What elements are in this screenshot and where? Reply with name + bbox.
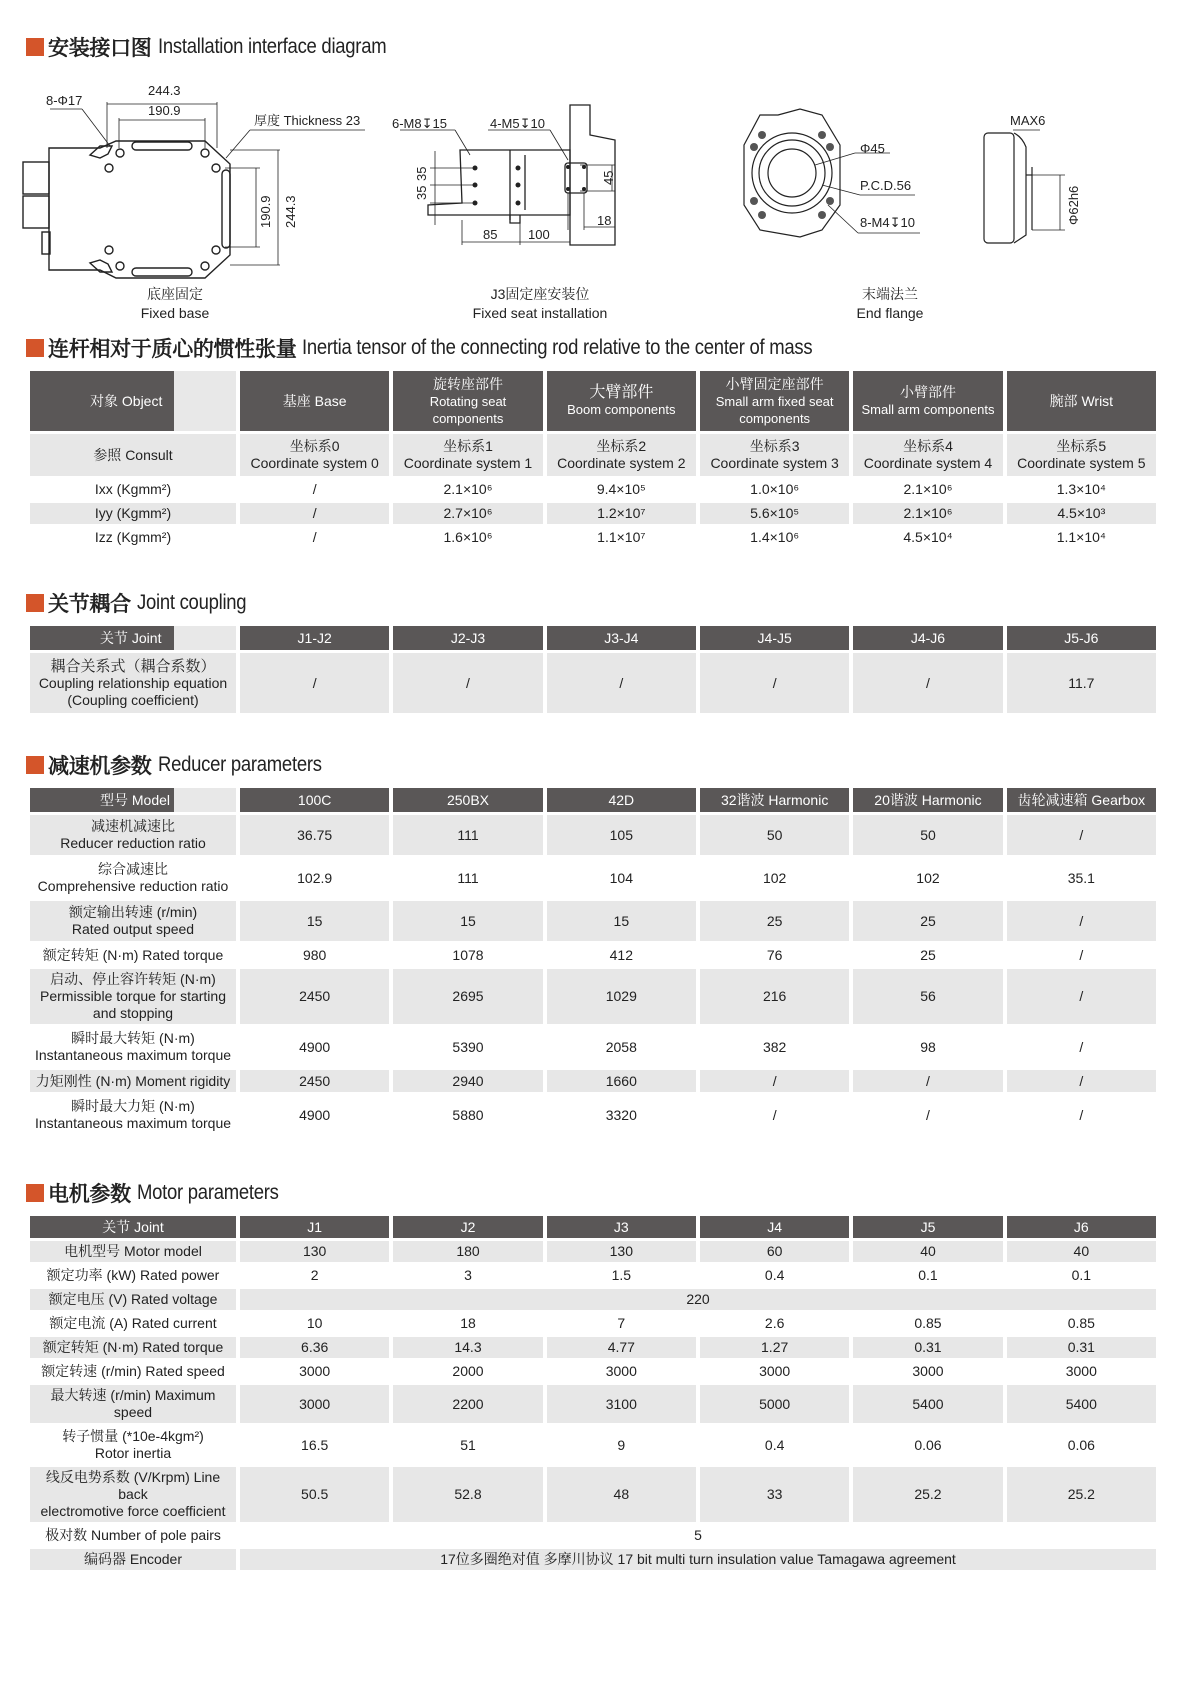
- table-row: [30, 944, 1156, 966]
- row-label: 转子惯量 (*10e-4kgm²) Rotor inertia: [62, 1428, 204, 1461]
- row-label: Izz (Kgmm²): [94, 529, 172, 545]
- object-header: 对象 Object: [30, 371, 236, 431]
- row-value: 50.5: [240, 1467, 389, 1522]
- row-value: 15: [547, 901, 696, 941]
- row-value: 5400: [1007, 1385, 1156, 1423]
- row-value: 2.1×10⁶: [903, 481, 953, 497]
- dim-45: 45: [601, 170, 616, 185]
- row-value: 40: [1007, 1241, 1156, 1262]
- row-value: 0.31: [1007, 1337, 1156, 1358]
- motor-table: [26, 1213, 1160, 1573]
- row-value-span: 5: [694, 1527, 702, 1543]
- row-value-span: 220: [240, 1289, 1156, 1310]
- dim-35-top: 35: [414, 166, 429, 181]
- row-value: 7: [617, 1315, 626, 1331]
- row-value: 48: [547, 1467, 696, 1522]
- joint-header: 关节 Joint: [30, 626, 236, 650]
- table-row: [30, 901, 1156, 941]
- row-value: 1.0×10⁶: [750, 481, 800, 497]
- col-header: J4-J5: [700, 626, 849, 650]
- row-value: 102: [916, 869, 940, 886]
- row-label: 力矩刚性 (N·m) Moment rigidity: [30, 1070, 236, 1092]
- row-label: 最大转速 (r/min) Maximum speed: [30, 1385, 236, 1423]
- row-value: 130: [547, 1241, 696, 1262]
- row-value-span: 17位多圈绝对值 多摩川协议 17 bit multi turn insulation value Tamagawa agreement: [240, 1549, 1156, 1570]
- col-header-small-arm-seat: 小臂固定座部件 Small arm fixed seat components: [700, 371, 849, 431]
- row-value: 50: [853, 815, 1002, 855]
- row-label: 额定转矩 (N·m) Rated torque: [42, 946, 224, 963]
- row-value: 10: [306, 1315, 323, 1331]
- row-value: 111: [457, 869, 479, 886]
- row-value: 15: [240, 901, 389, 941]
- row-value: 3000: [605, 1363, 637, 1379]
- row-value: 9.4×10⁵: [596, 481, 646, 497]
- row-value: 1.6×10⁶: [443, 529, 493, 545]
- table-row: [30, 1337, 1156, 1358]
- coord-cell: 坐标系2 Coordinate system 2: [547, 434, 696, 476]
- row-value: 180: [393, 1241, 542, 1262]
- col-header: J6: [1007, 1216, 1156, 1238]
- table-row: [30, 858, 1156, 898]
- row-label: 启动、停止容许转矩 (N·m) Permissible torque for starting and stopping: [30, 969, 236, 1024]
- row-value: /: [772, 1106, 777, 1123]
- row-value: 5000: [700, 1385, 849, 1423]
- row-label: 瞬时最大力矩 (N·m) Instantaneous maximum torque: [34, 1098, 232, 1131]
- coupling-value: /: [700, 653, 849, 713]
- row-value: 33: [700, 1467, 849, 1522]
- row-label: 额定电压 (V) Rated voltage: [30, 1289, 236, 1310]
- table-row: [30, 1095, 1156, 1135]
- reducer-table: [26, 785, 1160, 1138]
- row-value: 130: [240, 1241, 389, 1262]
- col-header: 齿轮减速箱 Gearbox: [1007, 788, 1156, 812]
- col-header: J2-J3: [393, 626, 542, 650]
- row-value: 50: [700, 815, 849, 855]
- motor-header-row: [30, 1216, 1156, 1238]
- row-value: 0.4: [764, 1267, 785, 1283]
- label-m5: 4-M5↧10: [490, 116, 545, 131]
- j3-seat-caption: J3固定座安装位 Fixed seat installation: [472, 286, 608, 321]
- row-value: 25: [853, 901, 1002, 941]
- row-value: 15: [393, 901, 542, 941]
- row-value: 102.9: [297, 869, 333, 886]
- col-header: J1: [240, 1216, 389, 1238]
- row-label: 编码器 Encoder: [30, 1549, 236, 1570]
- col-header-small-arm: 小臂部件 Small arm components: [853, 371, 1002, 431]
- row-label: 线反电势系数 (V/Krpm) Line back electromotive force coefficient: [30, 1467, 236, 1522]
- row-value: /: [1079, 1038, 1084, 1055]
- row-value: 0.1: [918, 1267, 938, 1283]
- row-label: 减速机减速比 Reducer reduction ratio: [30, 815, 236, 855]
- row-value: 3100: [547, 1385, 696, 1423]
- row-value: 102: [762, 869, 787, 886]
- dim-85: 85: [483, 227, 498, 242]
- col-header: J5-J6: [1007, 626, 1156, 650]
- dim-height-inner: 190.9: [258, 195, 273, 228]
- fixed-base-diagram: [20, 80, 380, 280]
- col-header-base: 基座 Base: [240, 371, 389, 431]
- end-flange-caption: 末端法兰 End flange: [856, 286, 924, 321]
- row-value: 1.1×10⁴: [1056, 529, 1106, 545]
- row-value: 105: [547, 815, 696, 855]
- coord-cell: 坐标系3 Coordinate system 3: [700, 434, 849, 476]
- col-header: J4-J6: [853, 626, 1002, 650]
- fixed-base-caption: 底座固定 Fixed base: [140, 286, 210, 321]
- model-header: 型号 Model: [30, 788, 236, 812]
- row-label: Iyy (Kgmm²): [30, 503, 236, 524]
- row-value: 2.7×10⁶: [393, 503, 542, 524]
- col-header-rotating-seat: 旋转座部件 Rotating seat components: [393, 371, 542, 431]
- row-value: 0.31: [853, 1337, 1002, 1358]
- col-header: 250BX: [393, 788, 542, 812]
- row-value: 2.1×10⁶: [443, 481, 493, 497]
- dim-thickness: 厚度 Thickness 23: [254, 113, 361, 128]
- row-value: 2200: [393, 1385, 542, 1423]
- row-value: 216: [700, 969, 849, 1024]
- row-value: /: [1007, 901, 1156, 941]
- row-value: 9: [617, 1436, 626, 1453]
- row-value: 412: [609, 946, 633, 963]
- row-value: 2940: [393, 1070, 542, 1092]
- row-label: 额定输出转速 (r/min) Rated output speed: [30, 901, 236, 941]
- row-label: 额定转矩 (N·m) Rated torque: [30, 1337, 236, 1358]
- row-value: /: [700, 1070, 849, 1092]
- row-value: 980: [302, 946, 327, 963]
- section-title-coupling: 关节耦合 Joint coupling: [26, 588, 261, 618]
- row-value: 0.85: [914, 1315, 942, 1331]
- row-value: 4900: [299, 1038, 331, 1055]
- table-row: [30, 479, 1156, 500]
- table-row: [30, 1361, 1156, 1382]
- row-value: 0.06: [914, 1436, 942, 1453]
- table-row: [30, 1426, 1156, 1464]
- label-m8: 6-M8↧15: [392, 116, 447, 131]
- label-max6: MAX6: [1010, 113, 1046, 128]
- table-row: [30, 1289, 1156, 1310]
- row-value: 52.8: [393, 1467, 542, 1522]
- row-value: /: [926, 1106, 930, 1123]
- table-row: [30, 1525, 1156, 1546]
- row-value: 2000: [452, 1363, 484, 1379]
- row-value: 5.6×10⁵: [700, 503, 849, 524]
- joint-header: 关节 Joint: [30, 1216, 236, 1238]
- col-header: 20谐波 Harmonic: [853, 788, 1002, 812]
- row-value: 40: [853, 1241, 1002, 1262]
- row-value: 76: [766, 946, 783, 963]
- row-value: 4.77: [547, 1337, 696, 1358]
- row-label: 额定转速 (r/min) Rated speed: [41, 1363, 225, 1379]
- col-header: J1-J2: [240, 626, 389, 650]
- coupling-label: 耦合关系式（耦合系数） Coupling relationship equation (Coupling coefficient): [30, 653, 236, 713]
- dim-35-bottom: 35: [414, 185, 429, 200]
- row-value: 4.5×10⁴: [903, 529, 953, 545]
- row-value: 0.06: [1067, 1436, 1095, 1453]
- row-value: 1660: [547, 1070, 696, 1092]
- inertia-header-row: [30, 371, 1156, 431]
- section-marker-icon: [26, 1184, 44, 1202]
- coord-cell: 坐标系0 Coordinate system 0: [240, 434, 389, 476]
- row-value: 3: [464, 1267, 472, 1283]
- row-value: /: [312, 481, 317, 497]
- row-label: 极对数 Number of pole pairs: [45, 1527, 221, 1543]
- row-value: /: [312, 529, 317, 545]
- dim-18: 18: [597, 213, 612, 228]
- label-phi45: Φ45: [860, 141, 885, 156]
- row-value: /: [1007, 1070, 1156, 1092]
- row-value: 25.2: [853, 1467, 1002, 1522]
- row-label: 额定功率 (kW) Rated power: [46, 1267, 220, 1283]
- row-value: 3000: [759, 1363, 791, 1379]
- row-value: 18: [460, 1315, 476, 1331]
- label-phi62: Φ62h6: [1066, 185, 1081, 225]
- row-value: 14.3: [393, 1337, 542, 1358]
- row-value: 1078: [452, 946, 484, 963]
- row-value: /: [1007, 815, 1156, 855]
- row-value: 3000: [240, 1385, 389, 1423]
- table-row: [30, 1549, 1156, 1570]
- dim-100: 100: [528, 227, 550, 242]
- row-value: 2.1×10⁶: [853, 503, 1002, 524]
- table-row: [30, 1265, 1156, 1286]
- section-title-reducer: 减速机参数 Reducer parameters: [26, 750, 344, 780]
- row-value: 2450: [240, 1070, 389, 1092]
- j3-seat-diagram: [392, 95, 700, 265]
- table-row: [30, 1313, 1156, 1334]
- col-header: J4: [700, 1216, 849, 1238]
- coupling-value: 11.7: [1007, 653, 1156, 713]
- row-value: 1.1×10⁷: [597, 529, 646, 545]
- col-header: 42D: [547, 788, 696, 812]
- row-label: 综合减速比 Comprehensive reduction ratio: [37, 861, 229, 894]
- row-value: 3320: [605, 1106, 637, 1123]
- row-value: 60: [700, 1241, 849, 1262]
- row-value: 104: [609, 869, 633, 886]
- row-value: /: [240, 503, 389, 524]
- table-row: [30, 1241, 1156, 1262]
- row-value: 1.3×10⁴: [1056, 481, 1106, 497]
- row-value: 3000: [299, 1363, 331, 1379]
- section-marker-icon: [26, 756, 44, 774]
- row-value: 1.4×10⁶: [750, 529, 800, 545]
- row-value: 111: [393, 815, 542, 855]
- row-value: /: [1007, 969, 1156, 1024]
- row-value: 98: [920, 1038, 936, 1055]
- row-value: /: [1079, 946, 1084, 963]
- row-value: 4.5×10³: [1007, 503, 1156, 524]
- consult-label: 参照 Consult: [30, 434, 236, 476]
- section-marker-icon: [26, 339, 44, 357]
- table-row: [30, 1467, 1156, 1522]
- dim-width-inner: 190.9: [148, 103, 181, 118]
- row-value: 2450: [240, 969, 389, 1024]
- section-marker-icon: [26, 38, 44, 56]
- row-value: 0.4: [764, 1436, 785, 1453]
- col-header: J2: [393, 1216, 542, 1238]
- row-value: 4900: [299, 1106, 331, 1123]
- coupling-value: /: [853, 653, 1002, 713]
- label-m4: 8-M4↧10: [860, 215, 915, 230]
- row-value: 5880: [452, 1106, 484, 1123]
- end-flange-diagram: [740, 105, 1160, 255]
- coupling-row: [30, 653, 1156, 713]
- row-label: 额定电流 (A) Rated current: [49, 1315, 217, 1331]
- coord-cell: 坐标系5 Coordinate system 5: [1007, 434, 1156, 476]
- dim-width-outer: 244.3: [148, 83, 181, 98]
- section-marker-icon: [26, 594, 44, 612]
- section-title-installation: 安装接口图 Installation interface diagram: [26, 32, 417, 62]
- reducer-header-row: [30, 788, 1156, 812]
- row-value: /: [853, 1070, 1002, 1092]
- col-header-boom: 大臂部件 Boom components: [547, 371, 696, 431]
- col-header: J3: [547, 1216, 696, 1238]
- row-value: 36.75: [240, 815, 389, 855]
- dim-height-outer: 244.3: [283, 195, 298, 228]
- row-value: /: [1079, 1106, 1084, 1123]
- table-row: [30, 527, 1156, 548]
- col-header-wrist: 腕部 Wrist: [1007, 371, 1156, 431]
- coupling-value: /: [240, 653, 389, 713]
- row-value: 6.36: [240, 1337, 389, 1358]
- row-label: Ixx (Kgmm²): [94, 481, 172, 497]
- row-value: 2695: [393, 969, 542, 1024]
- col-header: J5: [853, 1216, 1002, 1238]
- consult-row: [30, 434, 1156, 476]
- row-value: 25: [920, 946, 936, 963]
- row-value: 51: [460, 1436, 476, 1453]
- coupling-table: [26, 623, 1160, 716]
- inertia-table: [26, 368, 1160, 551]
- row-value: 16.5: [301, 1436, 329, 1453]
- table-row: [30, 1070, 1156, 1092]
- coupling-value: /: [393, 653, 542, 713]
- row-value: 3000: [1065, 1363, 1097, 1379]
- row-value: 0.85: [1067, 1315, 1095, 1331]
- dim-holes: 8-Φ17: [46, 93, 83, 108]
- row-value: 35.1: [1067, 869, 1095, 886]
- row-value: 1029: [547, 969, 696, 1024]
- coord-cell: 坐标系1 Coordinate system 1: [393, 434, 542, 476]
- table-row: [30, 815, 1156, 855]
- section-title-motor: 电机参数 Motor parameters: [26, 1178, 298, 1208]
- row-value: 0.1: [1071, 1267, 1092, 1283]
- row-value: 5400: [853, 1385, 1002, 1423]
- section-title-inertia: 连杆相对于质心的惯性张量 Inertia tensor of the connecting rod relative to the center of mass: [26, 333, 882, 363]
- col-header: 100C: [240, 788, 389, 812]
- col-header: J3-J4: [547, 626, 696, 650]
- table-row: [30, 1027, 1156, 1067]
- row-label: 电机型号 Motor model: [30, 1241, 236, 1262]
- row-value: 382: [762, 1038, 787, 1055]
- row-value: 5390: [452, 1038, 484, 1055]
- row-value: 1.27: [700, 1337, 849, 1358]
- table-row: [30, 503, 1156, 524]
- table-row: [30, 969, 1156, 1024]
- row-value: 3000: [912, 1363, 944, 1379]
- row-value: 1.2×10⁷: [547, 503, 696, 524]
- row-value: 2.6: [764, 1315, 785, 1331]
- coord-cell: 坐标系4 Coordinate system 4: [853, 434, 1002, 476]
- row-value: 56: [853, 969, 1002, 1024]
- row-value: 2058: [605, 1038, 637, 1055]
- col-header: 32谐波 Harmonic: [700, 788, 849, 812]
- coupling-value: /: [547, 653, 696, 713]
- row-label: 瞬时最大转矩 (N·m) Instantaneous maximum torque: [34, 1030, 232, 1063]
- row-value: 2: [310, 1267, 319, 1283]
- row-value: 1.5: [611, 1267, 632, 1283]
- row-value: 25: [700, 901, 849, 941]
- label-pcd: P.C.D.56: [860, 178, 912, 193]
- coupling-header-row: [30, 626, 1156, 650]
- row-value: 25.2: [1007, 1467, 1156, 1522]
- table-row: [30, 1385, 1156, 1423]
